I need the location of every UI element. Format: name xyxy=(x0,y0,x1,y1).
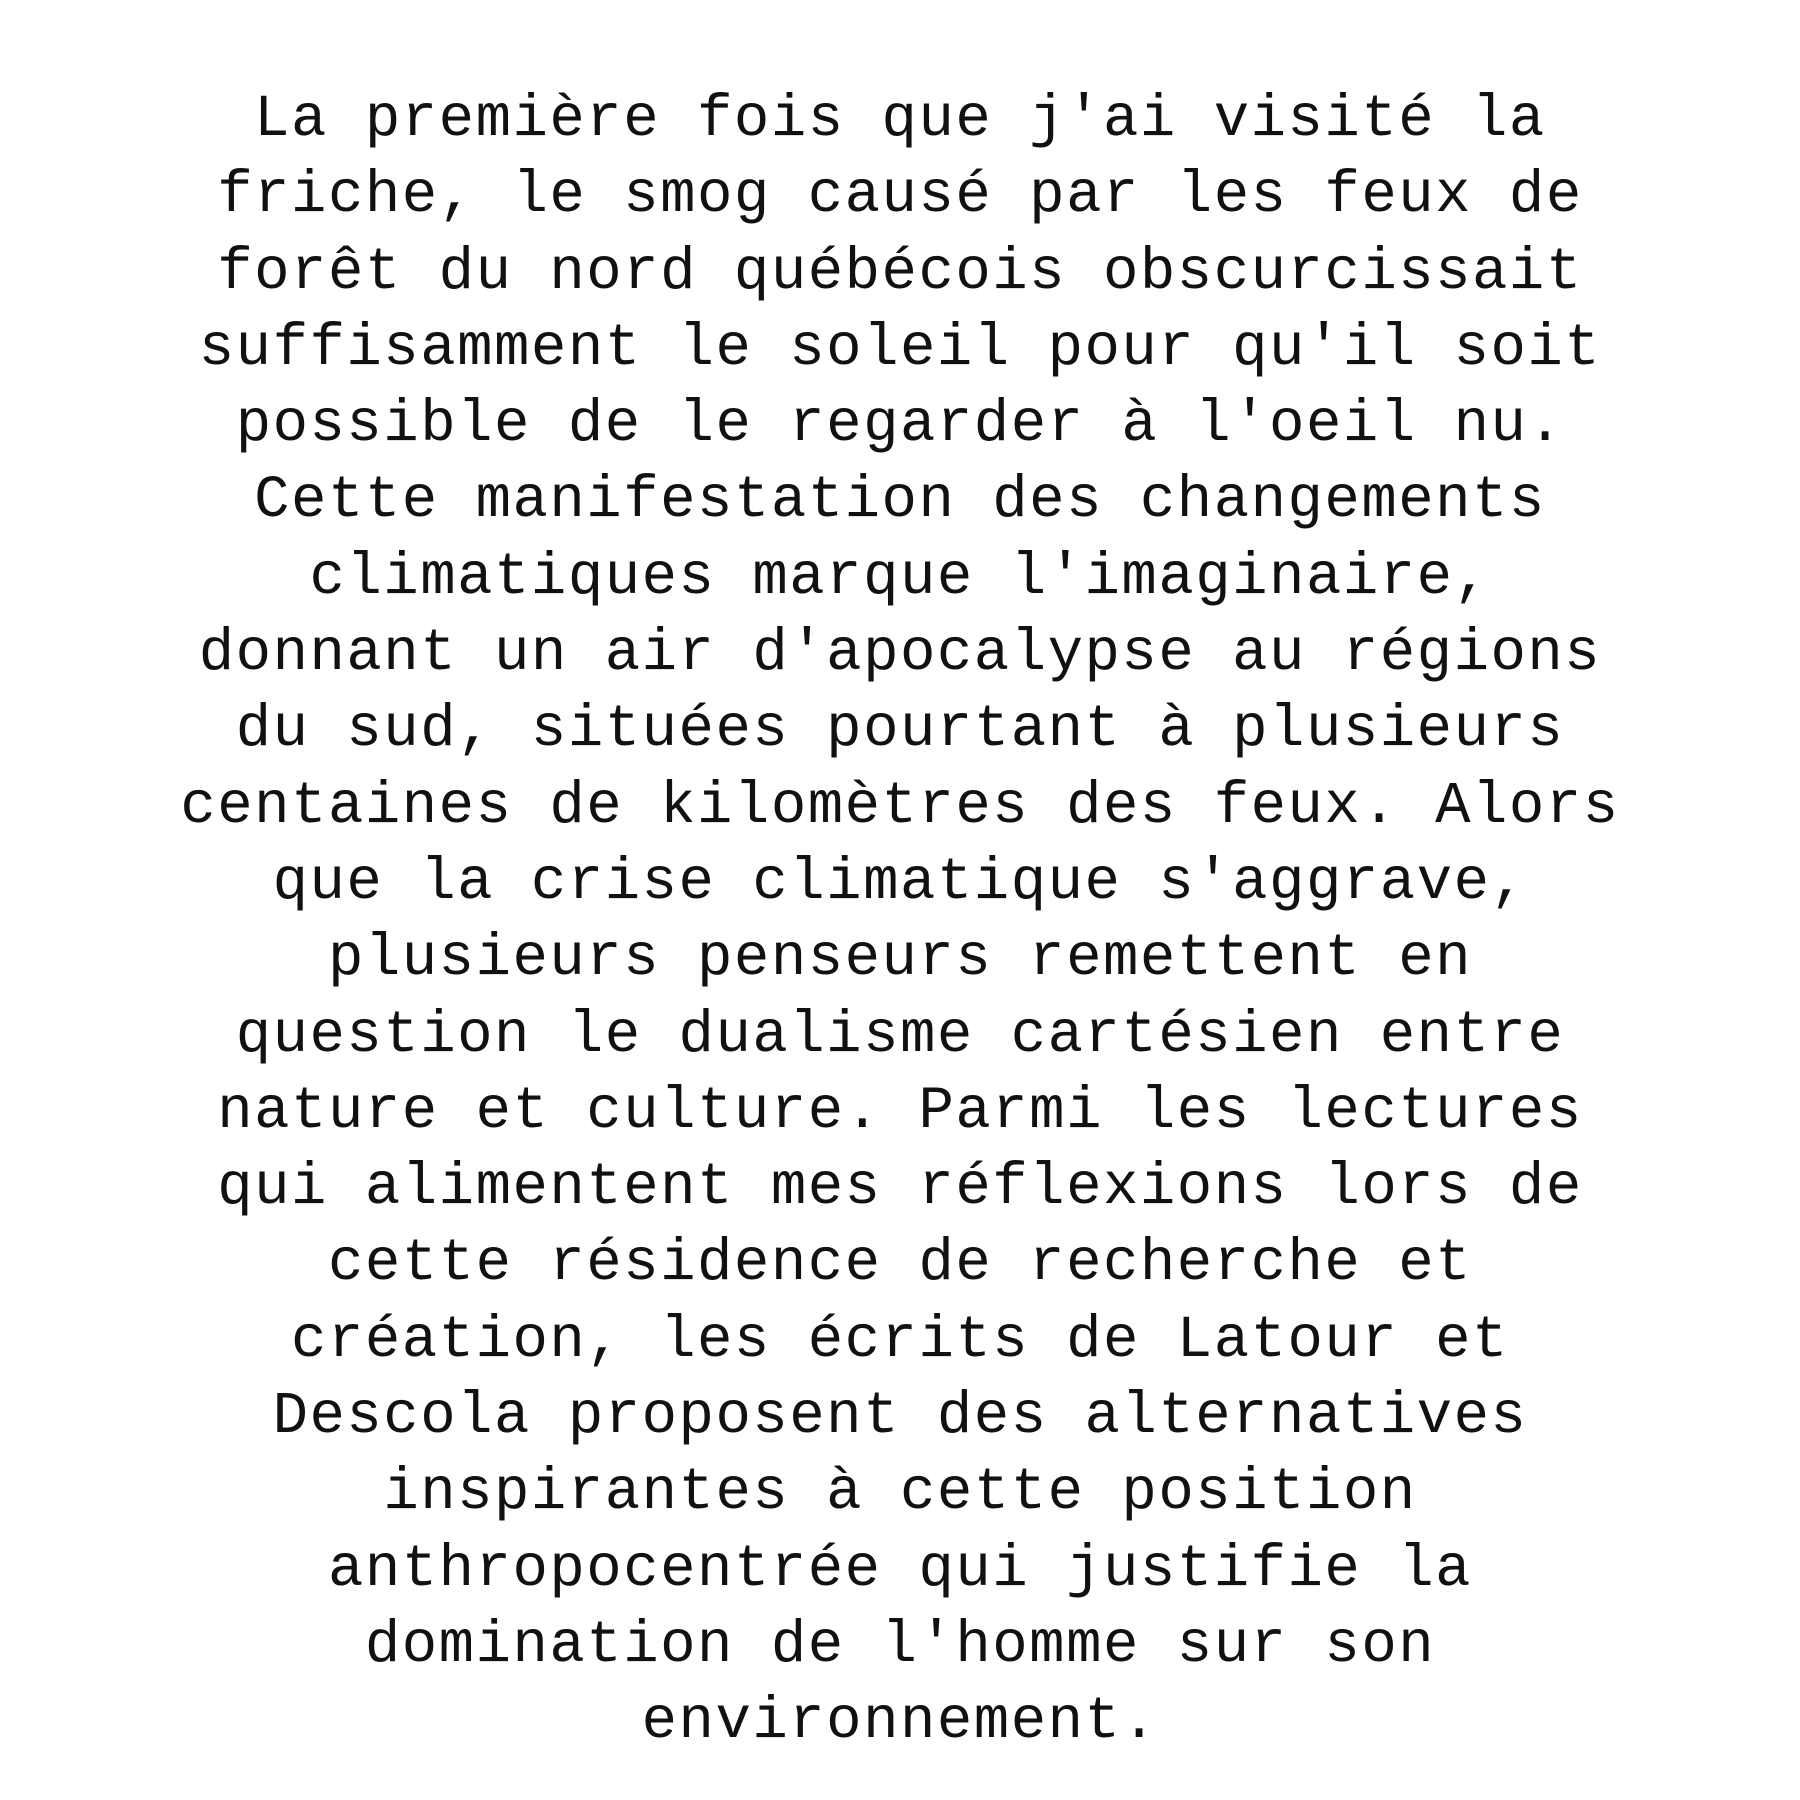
text-line: centaines de kilomètres des feux. Alors xyxy=(180,772,1620,840)
text-line: du sud, situées pourtant à plusieurs xyxy=(235,696,1565,764)
text-line: anthropocentrée qui justifie la xyxy=(327,1535,1473,1603)
text-line: que la crise climatique s'aggrave, xyxy=(272,848,1528,916)
text-line: Descola proposent des alternatives xyxy=(272,1383,1528,1451)
text-line: question le dualisme cartésien entre xyxy=(235,1001,1565,1069)
text-line: environnement. xyxy=(641,1688,1159,1756)
text-line: climatiques marque l'imaginaire, xyxy=(309,543,1491,611)
text-line: plusieurs penseurs remettent en xyxy=(327,925,1473,993)
text-line: suffisamment le soleil pour qu'il soit xyxy=(198,314,1602,382)
text-line: La première fois que j'ai visité la xyxy=(254,86,1546,153)
text-line: qui alimentent mes réflexions lors de xyxy=(217,1154,1583,1222)
text-line: friche, le smog causé par les feux de xyxy=(217,162,1583,230)
text-line: création, les écrits de Latour et xyxy=(291,1306,1509,1374)
text-line: inspirantes à cette position xyxy=(383,1459,1417,1527)
text-line: possible de le regarder à l'oeil nu. xyxy=(235,391,1565,459)
text-line: donnant un air d'apocalypse au régions xyxy=(198,620,1602,688)
text-line: Cette manifestation des changements xyxy=(254,467,1546,535)
text-line: domination de l'homme sur son xyxy=(364,1611,1436,1679)
text-line: forêt du nord québécois obscurcissait xyxy=(217,238,1583,306)
text-line: cette résidence de recherche et xyxy=(327,1230,1473,1298)
text-line: nature et culture. Parmi les lectures xyxy=(217,1077,1583,1145)
paragraph-text xyxy=(0,82,1800,1761)
